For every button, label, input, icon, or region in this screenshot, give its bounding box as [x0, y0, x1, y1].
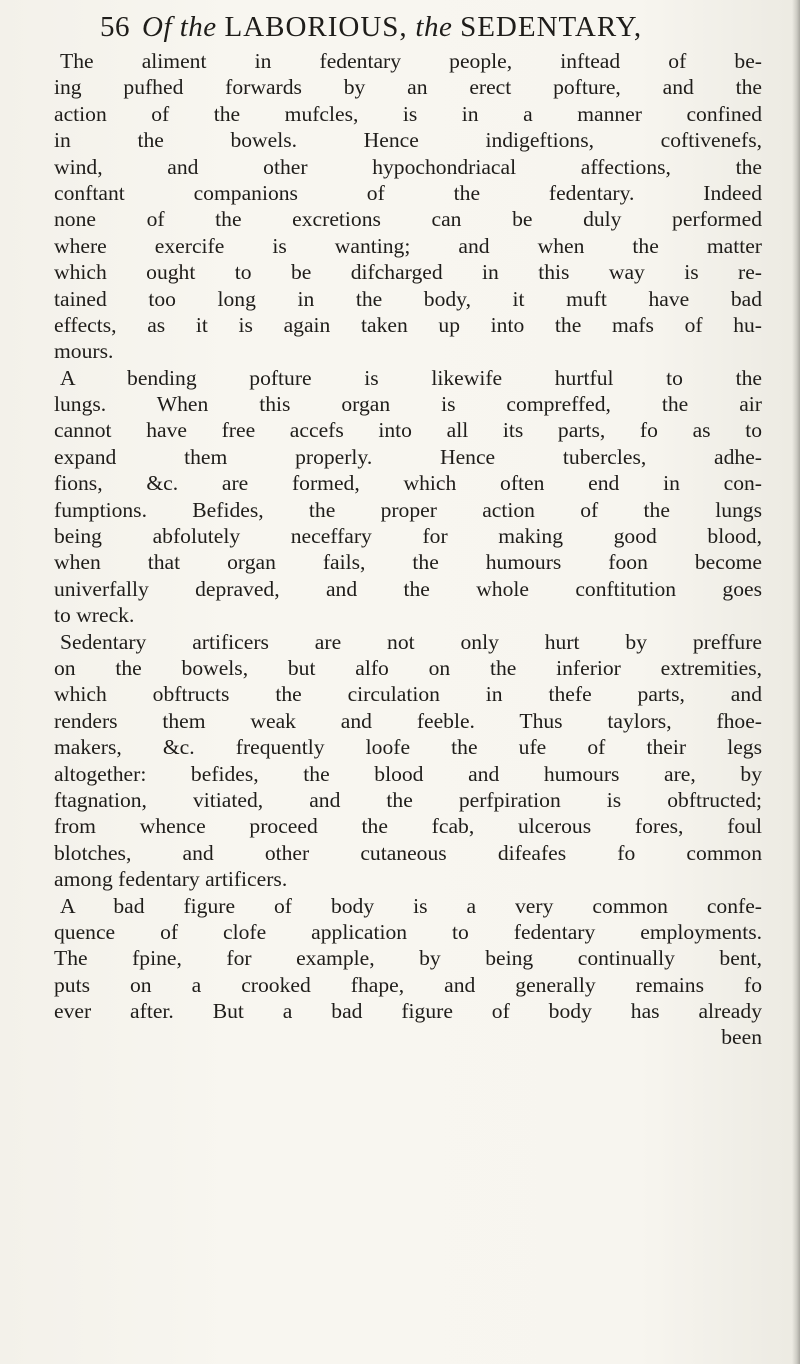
text-line: lungs. When this organ is compreffed, the air — [54, 392, 762, 417]
text-line: where exercife is wanting; and when the matter — [54, 233, 762, 258]
text-line: which ought to be difcharged in this way is re- — [54, 260, 762, 285]
text-line: renders them weak and feeble. Thus taylors, fhoe- — [54, 708, 762, 733]
paragraph-1 — [54, 48, 762, 365]
running-header — [100, 6, 760, 48]
text-line: to wreck. — [54, 603, 135, 628]
text-line: on the bowels, but alfo on the inferior extremities, — [54, 655, 762, 680]
text-line: puts on a crooked fhape, and generally remains fo — [54, 972, 762, 997]
header-of-the: Of the — [142, 11, 217, 43]
text-line: ever after. But a bad figure of body has already — [54, 999, 762, 1024]
header-laborious: LABORIOUS, — [224, 11, 408, 43]
page-number: 56 — [100, 11, 130, 43]
text-line: The aliment in fedentary people, inftead of be- — [60, 49, 762, 73]
text-line: which obftructs the circulation in thefe parts, and — [54, 682, 762, 707]
paragraph-4 — [54, 893, 762, 1025]
page-edge-shadow — [792, 0, 800, 1364]
text-line: from whence proceed the fcab, ulcerous fores, foul — [54, 814, 762, 839]
paragraph-3 — [54, 629, 762, 893]
text-line: tained too long in the body, it muft have bad — [54, 286, 762, 311]
text-line: effects, as it is again taken up into the mafs of hu- — [54, 312, 762, 337]
text-line: quence of clofe application to fedentary employments. — [54, 919, 762, 944]
text-line: being abfolutely neceffary for making good blood, — [54, 524, 762, 549]
text-line: Sedentary artificers are not only hurt by preffure — [60, 629, 762, 654]
text-line: makers, &c. frequently loofe the ufe of their legs — [54, 735, 762, 760]
text-line: wind, and other hypochondriacal affections, the — [54, 154, 762, 179]
text-line: altogether: befides, the blood and humours are, by — [54, 761, 762, 786]
body-text — [54, 48, 762, 1051]
catchword: been — [721, 1025, 762, 1050]
text-line: mours. — [54, 339, 114, 364]
text-line: in the bowels. Hence indigeftions, coftivenefs, — [54, 128, 762, 153]
header-the: the — [415, 11, 453, 43]
text-line: The fpine, for example, by being continually bent, — [54, 946, 762, 971]
text-line: blotches, and other cutaneous difeafes fo common — [54, 840, 762, 865]
text-line: none of the excretions can be duly performed — [54, 207, 762, 232]
text-line: among fedentary artificers. — [54, 867, 288, 892]
text-line: when that organ fails, the humours foon become — [54, 550, 762, 575]
text-line: conftant companions of the fedentary. Indeed — [54, 180, 762, 205]
paragraph-2 — [54, 365, 762, 629]
text-line: fumptions. Befides, the proper action of the lungs — [54, 497, 762, 522]
header-sedentary: SEDENTARY, — [460, 11, 643, 43]
text-line: ftagnation, vitiated, and the perfpiration is obftructed; — [54, 787, 762, 812]
text-line: A bad figure of body is a very common confe- — [60, 893, 762, 918]
text-line: univerfally depraved, and the whole conftitution goes — [54, 576, 762, 601]
text-line: expand them properly. Hence tubercles, adhe- — [54, 444, 762, 469]
text-line: cannot have free accefs into all its parts, fo as to — [54, 418, 762, 443]
text-line: fions, &c. are formed, which often end in con- — [54, 471, 762, 496]
text-line: action of the mufcles, is in a manner confined — [54, 101, 762, 126]
text-line: ing pufhed forwards by an erect pofture, and the — [54, 75, 762, 100]
text-line: A bending pofture is likewife hurtful to the — [60, 365, 762, 390]
